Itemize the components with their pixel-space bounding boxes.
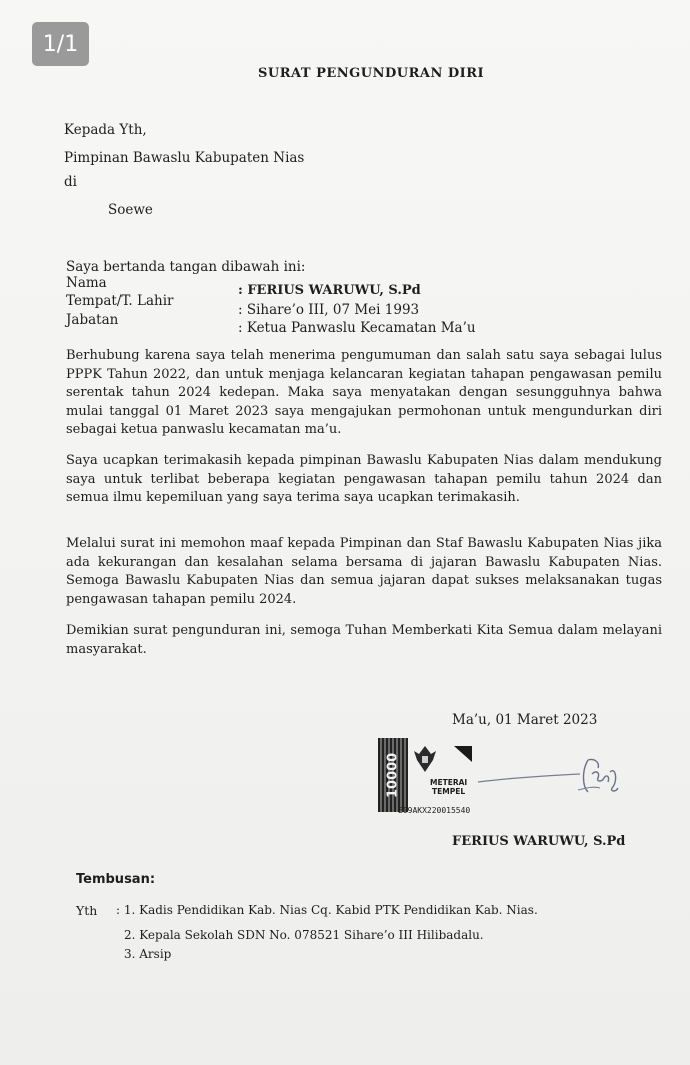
signatory-name: FERIUS WARUWU, S.Pd: [452, 834, 626, 849]
recipient-line-3: di: [64, 174, 77, 190]
meterai-number: 10000: [378, 738, 408, 812]
handwritten-signature: [470, 752, 620, 802]
paragraph-2: Saya ucapkan terimakasih kepada pimpinan Bawaslu Kabupaten Nias dalam mendukung saya untuk terlibat beberapa kegiatan pengawasan tahapan pemilu tahun 2024 dan semua ilmu kepemiluan yang saya terima saya ucapkan terimakasih.: [66, 453, 662, 505]
meterai-label: METERAI TEMPEL: [430, 778, 468, 796]
recipient-line-4: Soewe: [108, 202, 153, 218]
garuda-emblem-icon: [410, 742, 440, 776]
identity-label-birth: Tempat/T. Lahir: [66, 293, 174, 309]
tembusan-item-1: : 1. Kadis Pendidikan Kab. Nias Cq. Kabid PTK Pendidikan Kab. Nias.: [116, 903, 538, 917]
page-indicator: 1/1: [32, 22, 89, 66]
place-date: Ma’u, 01 Maret 2023: [452, 712, 598, 728]
tembusan-heading: Tembusan:: [76, 872, 156, 887]
recipient-line-1: Kepada Yth,: [64, 122, 147, 138]
identity-label-name: Nama: [66, 275, 107, 291]
intro-text: Saya bertanda tangan dibawah ini:: [66, 259, 306, 275]
meterai-code: E09AKX220015540: [398, 806, 471, 815]
paragraph-1: Berhubung karena saya telah menerima pengumuman dan salah satu saya sebagai lulus PPPK Tahun 2022, dan untuk menjaga kelancaran kegiatan tahapan pengawasan pemilu serentak tahun 2024 kedepan. Maka saya menyatakan dengan sesungguhnya bahwa mulai tanggal 01 Maret 2023 saya mengajukan permohonan untuk mengundurkan diri sebagai ketua panwaslu kecamatan ma’u.: [66, 348, 662, 437]
identity-label-position: Jabatan: [66, 312, 119, 328]
paragraph-4: Demikian surat pengunduran ini, semoga Tuhan Memberkati Kita Semua dalam melayani masyarakat.: [66, 623, 662, 657]
tembusan-prefix: Yth: [76, 903, 98, 918]
identity-value-name: : FERIUS WARUWU, S.Pd: [238, 283, 421, 298]
identity-value-position: : Ketua Panwaslu Kecamatan Ma’u: [238, 320, 476, 336]
tembusan-item-2: 2. Kepala Sekolah SDN No. 078521 Sihare’o III Hilibadalu.: [124, 928, 484, 942]
meterai-stamp: [378, 738, 628, 818]
recipient-line-2: Pimpinan Bawaslu Kabupaten Nias: [64, 150, 305, 166]
paragraph-3: Melalui surat ini memohon maaf kepada Pimpinan dan Staf Bawaslu Kabupaten Nias jika ada kekurangan dan kesalahan selama bersama di jajaran Bawaslu Kabupaten Nias. Semoga Bawaslu Kabupaten Nias dan semua jajaran dapat sukses melaksanakan tugas pengawasan tahapan pemilu 2024.: [66, 536, 662, 607]
letter-title: SURAT PENGUNDURAN DIRI: [258, 66, 485, 81]
tembusan-item-3: 3. Arsip: [124, 947, 172, 961]
identity-value-birth: : Sihare’o III, 07 Mei 1993: [238, 302, 420, 318]
